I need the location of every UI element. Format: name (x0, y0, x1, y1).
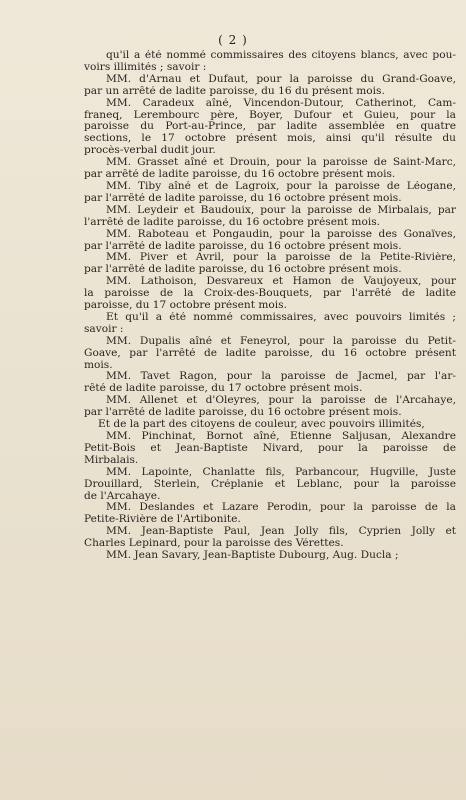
text-line: Et qu'il a été nommé commissaires, avec pouvoirs limités ; (106, 311, 456, 323)
paragraph (84, 157, 456, 181)
paragraph (84, 276, 456, 312)
text-line: MM. Raboteau et Pongaudin, pour la paroisse des Gonaïves, (106, 228, 456, 240)
text-line: MM. Deslandes et Lazare Perodin, pour la paroisse de la (106, 502, 456, 514)
text-line: MM. Caradeux aîné, Vincendon-Dutour, Catherinot, Cam- (106, 97, 456, 109)
text-line: l'arrêté de ladite paroisse, du 16 octobre présent mois. (84, 216, 381, 228)
text-line: MM. Leydeir et Baudouix, pour la paroisse de Mirbalais, par (106, 204, 456, 216)
text-line: Goave, par l'arrêté de ladite paroisse, du 16 octobre présent (84, 347, 456, 359)
text-line: Charles Lepinard, pour la paroisse des Vérettes. (84, 538, 344, 550)
paragraph (84, 336, 456, 372)
text-line: la paroisse de la Croix-des-Bouquets, par l'arrêté de ladite (84, 288, 456, 300)
paragraph (84, 74, 456, 98)
paragraph (84, 419, 456, 431)
paragraph (84, 312, 456, 336)
text-line: Et de la part des citoyens de couleur, avec pouvoirs illimités, (98, 419, 425, 431)
text-line: Petite-Rivière de l'Artibonite. (84, 514, 241, 526)
text-line: paroisse du Port-au-Prince, par ladite assemblée en quatre (84, 121, 456, 133)
paragraph (84, 229, 456, 253)
text-line: rêté de ladite paroisse, du 17 octobre présent mois. (84, 383, 363, 395)
text-line: procès-verbal dudit jour. (84, 145, 216, 157)
paragraph (84, 205, 456, 229)
paragraph (84, 502, 456, 526)
paragraph (84, 371, 456, 395)
text-line: franeq, Lerembourc père, Boyer, Dufour et Guieu, pour la (84, 109, 456, 121)
text-line: de l'Arcahaye. (84, 490, 161, 502)
text-line: savoir : (84, 323, 124, 335)
text-line: qu'il a été nommé commissaires des citoyens blancs, avec pou- (106, 50, 456, 61)
text-line: Drouillard, Sterlein, Créplanie et Leblanc, pour la paroisse (84, 478, 456, 490)
text-line: par l'arrêté de ladite paroisse, du 16 octobre présent mois. (84, 264, 402, 276)
text-line: voirs illimités ; savoir : (84, 61, 207, 73)
paragraph (84, 526, 456, 550)
text-line: MM. Lapointe, Chanlatte fils, Parbancour, Hugville, Juste (106, 466, 456, 478)
text-line: MM. Pinchinat, Bornot aîné, Etienne Saljusan, Alexandre (106, 431, 456, 442)
text-line: MM. Jean Savary, Jean-Baptiste Dubourg, Aug. Ducla ; (106, 550, 399, 562)
text-line: Mirbalais. (84, 454, 139, 466)
text-line: par arrêté de ladite paroisse, du 16 octobre présent mois. (84, 169, 396, 181)
text-line: MM. Piver et Avril, pour la paroisse de la Petite-Rivière, (106, 252, 456, 264)
text-line: Petit-Bois et Jean-Baptiste Nivard, pour la paroisse de (84, 442, 456, 454)
paragraph (84, 50, 456, 74)
text-line: MM. Jean-Baptiste Paul, Jean Jolly fils, Cyprien Jolly et (106, 526, 456, 538)
text-line: MM. Dupalis aîné et Feneyrol, pour la paroisse du Petit- (106, 335, 456, 347)
text-line: MM. Tiby aîné et de Lagroix, pour la paroisse de Léogane, (106, 180, 456, 192)
text-line: MM. Grasset aîné et Drouin, pour la paroisse de Saint-Marc, (106, 157, 456, 169)
text-line: par un arrêté de ladite paroisse, du 16 du présent mois. (84, 85, 385, 97)
paragraph (84, 181, 456, 205)
text-line: par l'arrêté de ladite paroisse, du 16 octobre présent mois. (84, 240, 402, 252)
text-line: mois. (84, 359, 113, 371)
body-text (84, 50, 456, 562)
text-line: MM. Allenet et d'Oleyres, pour la paroisse de l'Arcahaye, (106, 395, 456, 407)
text-line: par l'arrêté de ladite paroisse, du 16 octobre présent mois. (84, 192, 402, 204)
paragraph (84, 550, 456, 562)
text-line: MM. Lathoison, Desvareux et Hamon de Vaujoyeux, pour (106, 276, 456, 288)
page-number: ( 2 ) (218, 33, 248, 47)
text-line: paroisse, du 17 octobre présent mois. (84, 300, 287, 312)
paragraph (84, 431, 456, 467)
text-line: MM. d'Arnau et Dufaut, pour la paroisse du Grand-Goave, (106, 73, 456, 85)
text-line: sections, le 17 octobre présent mois, ainsi qu'il résulte du (84, 133, 456, 145)
text-line: MM. Tavet Ragon, pour la paroisse de Jacmel, par l'ar- (106, 371, 456, 383)
paragraph (84, 98, 456, 158)
paragraph (84, 395, 456, 419)
paragraph (84, 252, 456, 276)
text-line: par l'arrêté de ladite paroisse, du 16 octobre présent mois. (84, 407, 402, 419)
paragraph (84, 467, 456, 503)
